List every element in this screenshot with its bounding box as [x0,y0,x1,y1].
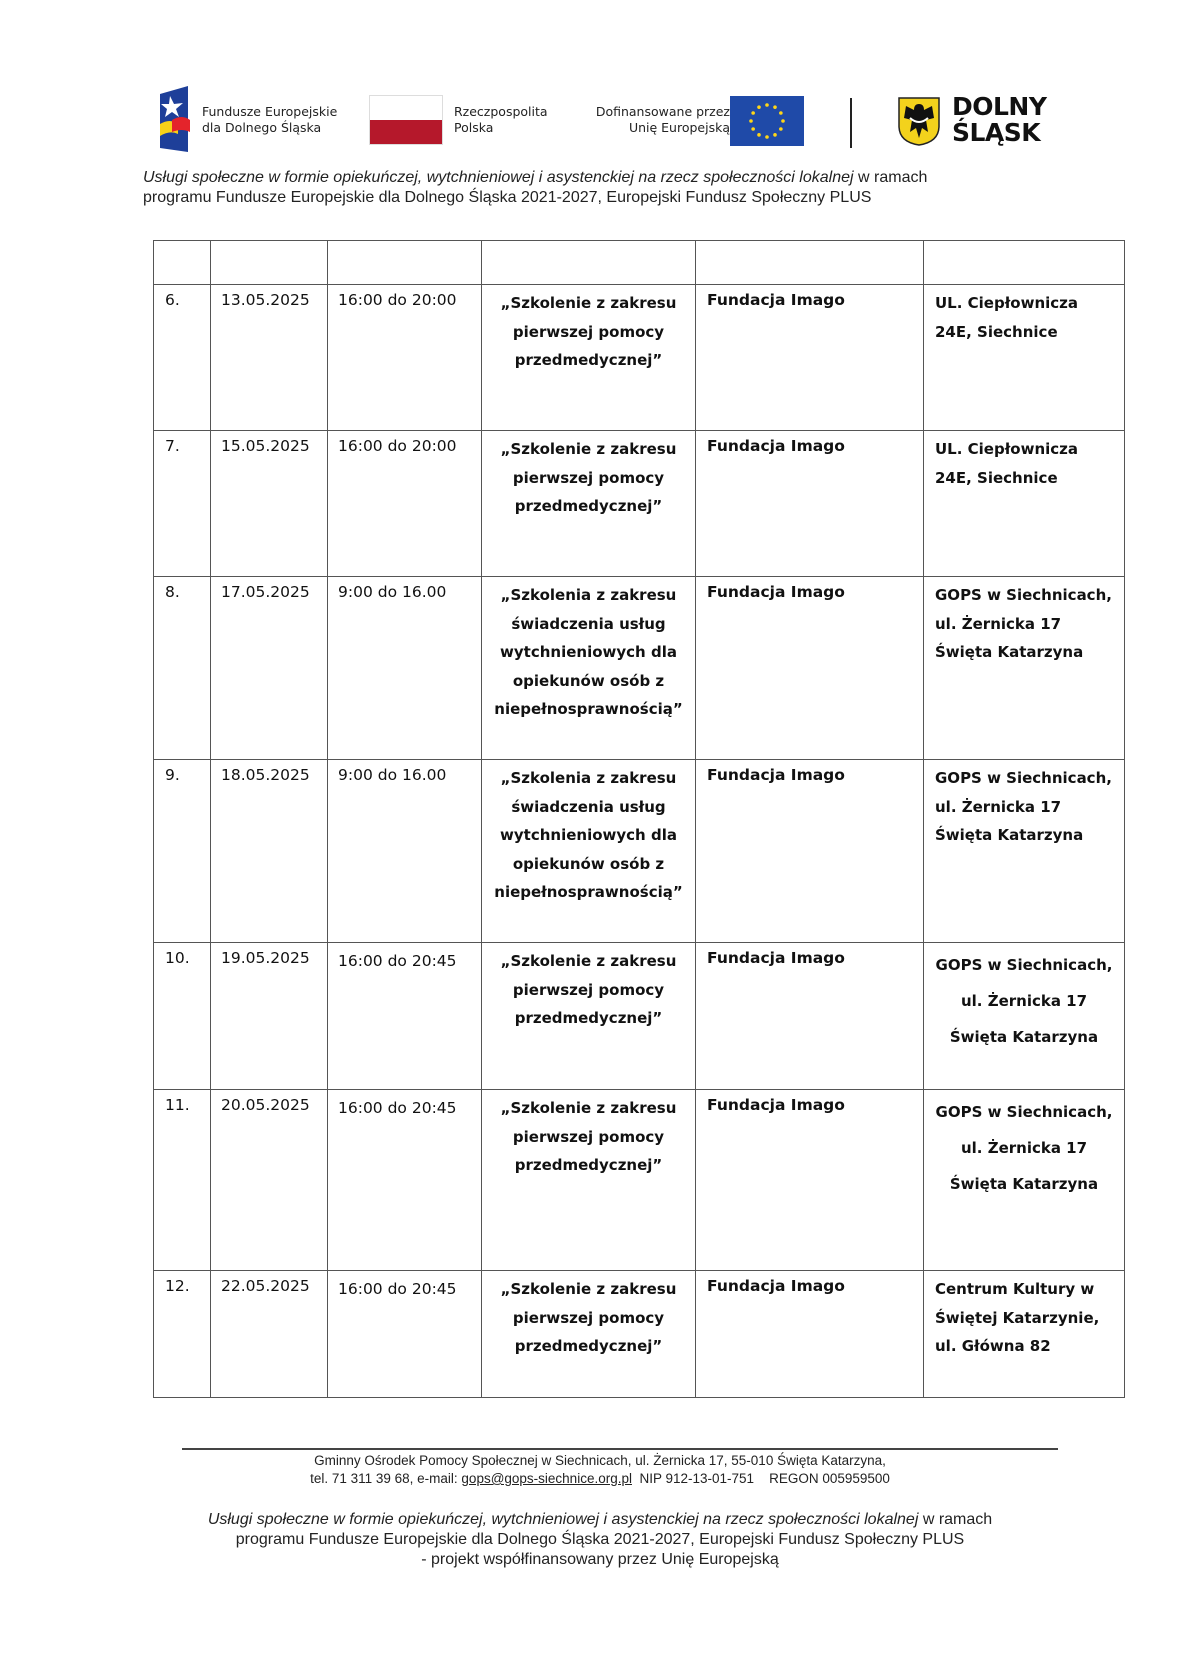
place-line: Święta Katarzyna [935,643,1084,661]
footer-note-italic: Usługi społeczne w formie opiekuńczej, wytchnieniowej i asystenckiej na rzecz społeczności lokalnej [207,1511,919,1528]
fe-logo-line2: dla Dolnego Śląska [202,120,322,135]
footer-address-line2 [100,1470,1100,1488]
cell-place [924,577,1125,760]
row-organizer: Fundacja Imago [707,1277,845,1295]
row-organizer: Fundacja Imago [707,1096,845,1114]
email-link[interactable]: gops@gops-siechnice.org.pl [461,1471,632,1486]
place-line: ul. Żernicka 17 [960,992,1088,1010]
header-note-italic: Usługi społeczne w formie opiekuńczej, wytchnieniowej i asystenckiej na rzecz społeczności lokalnej [143,169,854,186]
title-line: „Szkolenie z zakresu [500,294,677,312]
cell-title [482,1090,696,1271]
place-line: Święta Katarzyna [935,826,1084,844]
row-organizer: Fundacja Imago [707,766,845,784]
cell-organizer [696,1271,924,1398]
cell-time [328,431,482,577]
row-organizer: Fundacja Imago [707,583,845,601]
table-row [154,943,1125,1090]
footer-ids: NIP 912-13-01-751 REGON 005959500 [631,1471,890,1486]
place-line: Święta Katarzyna [949,1175,1099,1193]
place-line: ul. Żernicka 17 [935,797,1062,816]
cell-title [482,943,696,1090]
place-line: 24E, Siechnice [935,468,1058,487]
footer-address-line1: Gminny Ośrodek Pomocy Społecznej w Siechnicach, ul. Żernicka 17, 55-010 Święta Katarzyna, [314,1453,886,1468]
cell-time [328,1271,482,1398]
row-date: 13.05.2025 [221,291,310,309]
cell-number [154,1090,211,1271]
cofinanced-line1: Dofinansowane przez [595,104,730,119]
title-line: przedmedycznej” [514,1156,663,1174]
title-line: pierwszej pomocy [512,1127,665,1146]
cell-time [328,1090,482,1271]
cell-title [482,760,696,943]
cell-number [154,760,211,943]
title-line: przedmedycznej” [514,1337,663,1355]
row-time: 16:00 do 20:45 [338,1280,457,1298]
title-line: pierwszej pomocy [512,1308,665,1327]
fundusze-europejskie-logo-icon [156,86,192,152]
place-line: ul. Żernicka 17 [960,1139,1088,1157]
row-organizer: Fundacja Imago [707,949,845,967]
cell-title [482,577,696,760]
eu-star-icon [773,133,777,137]
header-note-line1 [143,168,1103,188]
row-time: 16:00 do 20:00 [338,437,457,455]
eu-star-icon [751,127,755,131]
rp-logo-line1: Rzeczpospolita [454,104,548,119]
cell-title [482,285,696,431]
title-line: opiekunów osób z [512,671,665,690]
place-line: GOPS w Siechnicach, [935,769,1112,787]
rp-logo-text [454,104,548,136]
cell-date [211,577,328,760]
cell-date [211,760,328,943]
row-number: 11. [165,1096,190,1114]
cell-place [924,1271,1125,1398]
footer-project-note [100,1510,1100,1570]
cell-title [482,431,696,577]
footer-address [100,1452,1100,1488]
title-line: wytchnieniowych dla [500,826,677,844]
table-row [154,431,1125,577]
row-date: 18.05.2025 [221,766,310,784]
row-number: 8. [165,583,180,601]
row-date: 15.05.2025 [221,437,310,455]
title-line: „Szkolenie z zakresu [500,440,677,458]
row-organizer: Fundacja Imago [707,291,845,309]
cofinanced-text [580,104,730,136]
cell-organizer [696,760,924,943]
header-note-line2: programu Fundusze Europejskie dla Dolnego Śląska 2021-2027, Europejski Fundusz Społeczny PLUS [143,189,872,206]
cofinanced-line2: Unię Europejską [628,120,730,135]
row-time: 9:00 do 16.00 [338,583,447,601]
dolny-line1: DOLNY [952,92,1047,121]
place-line: GOPS w Siechnicach, [935,586,1112,604]
title-line: przedmedycznej” [514,1009,663,1027]
header-note-rest: w ramach [853,169,928,186]
footer-note-line1 [100,1510,1100,1530]
eu-star-icon [779,127,783,131]
logo-bar [156,86,1056,156]
cell-number [154,943,211,1090]
eu-star-icon [779,111,783,115]
eu-star-icon [765,135,769,139]
title-line: „Szkolenie z zakresu [500,1280,677,1298]
cell-date [211,285,328,431]
cell-organizer [696,577,924,760]
dolny-line2: ŚLĄSK [952,118,1041,147]
cell-time [328,577,482,760]
title-line: przedmedycznej” [514,351,663,369]
cell-organizer [696,943,924,1090]
footer-note-line3: - projekt współfinansowany przez Unię Europejską [421,1551,779,1568]
title-line: „Szkolenie z zakresu [500,1099,677,1117]
eu-star-icon [749,119,753,123]
cell-number [154,285,211,431]
title-line: „Szkolenie z zakresu [500,952,677,970]
footer-note-rest: w ramach [918,1511,993,1528]
cell-date [211,943,328,1090]
cell-organizer [696,1090,924,1271]
row-date: 19.05.2025 [221,949,310,967]
cell-place [924,943,1125,1090]
eu-flag-icon [730,96,804,146]
title-line: niepełnosprawnością” [494,700,683,718]
logo-divider [850,98,852,148]
title-line: opiekunów osób z [512,854,665,873]
title-line: „Szkolenia z zakresu [500,586,677,604]
cell-date [211,431,328,577]
title-line: niepełnosprawnością” [494,883,683,901]
row-number: 10. [165,949,190,967]
cell-organizer [696,431,924,577]
row-time: 16:00 do 20:45 [338,1099,457,1117]
footer-divider [182,1448,1058,1450]
eu-star-icon [781,119,785,123]
cell-place [924,760,1125,943]
cell-place [924,285,1125,431]
table-row [154,1271,1125,1398]
place-line: GOPS w Siechnicach, [935,1103,1113,1121]
table-row [154,285,1125,431]
footer-contact-prefix: tel. 71 311 39 68, e-mail: [310,1471,462,1486]
place-line: GOPS w Siechnicach, [935,956,1113,974]
place-line: Świętej Katarzynie, [935,1308,1100,1327]
cell-time [328,760,482,943]
row-date: 17.05.2025 [221,583,310,601]
table-row-empty [154,241,1125,285]
row-organizer: Fundacja Imago [707,437,845,455]
cell-date [211,1271,328,1398]
eu-star-icon [757,105,761,109]
eu-star-icon [765,103,769,107]
place-line: UL. Ciepłownicza [935,294,1079,312]
dolny-slask-logo-text [952,94,1046,146]
title-line: wytchnieniowych dla [500,643,677,661]
header-project-note [143,168,1103,208]
row-date: 20.05.2025 [221,1096,310,1114]
cell-place [924,431,1125,577]
row-number: 7. [165,437,180,455]
row-number: 9. [165,766,180,784]
coat-of-arms-icon [898,96,940,146]
cell-title [482,1271,696,1398]
place-line: 24E, Siechnice [935,322,1058,341]
schedule-table [153,240,1125,1398]
title-line: pierwszej pomocy [512,322,665,341]
place-line: Święta Katarzyna [949,1028,1099,1046]
place-line: ul. Żernicka 17 [935,614,1062,633]
place-line: ul. Główna 82 [935,1337,1051,1355]
eu-star-icon [757,133,761,137]
row-number: 6. [165,291,180,309]
row-time: 16:00 do 20:45 [338,952,457,970]
cell-date [211,1090,328,1271]
cell-time [328,285,482,431]
row-number: 12. [165,1277,190,1295]
cell-time [328,943,482,1090]
title-line: „Szkolenia z zakresu [500,769,677,787]
place-line: Centrum Kultury w [935,1280,1095,1298]
table-row [154,577,1125,760]
place-line: UL. Ciepłownicza [935,440,1079,458]
footer-note-line2: programu Fundusze Europejskie dla Dolnego Śląska 2021-2027, Europejski Fundusz Społeczny PLUS [235,1531,965,1548]
title-line: pierwszej pomocy [512,980,665,999]
cell-place [924,1090,1125,1271]
cell-organizer [696,285,924,431]
eu-star-icon [751,111,755,115]
row-time: 16:00 do 20:00 [338,291,457,309]
row-date: 22.05.2025 [221,1277,310,1295]
fe-logo-line1: Fundusze Europejskie [202,104,338,119]
row-time: 9:00 do 16.00 [338,766,447,784]
title-line: pierwszej pomocy [512,468,665,487]
fe-logo-text [202,104,337,136]
cell-number [154,1271,211,1398]
polish-flag-icon [370,96,442,144]
table-row [154,760,1125,943]
title-line: świadczenia usług [511,614,666,633]
eu-star-icon [773,105,777,109]
rp-logo-line2: Polska [454,120,494,135]
title-line: świadczenia usług [511,797,666,816]
title-line: przedmedycznej” [514,497,663,515]
table-row [154,1090,1125,1271]
cell-number [154,577,211,760]
cell-number [154,431,211,577]
